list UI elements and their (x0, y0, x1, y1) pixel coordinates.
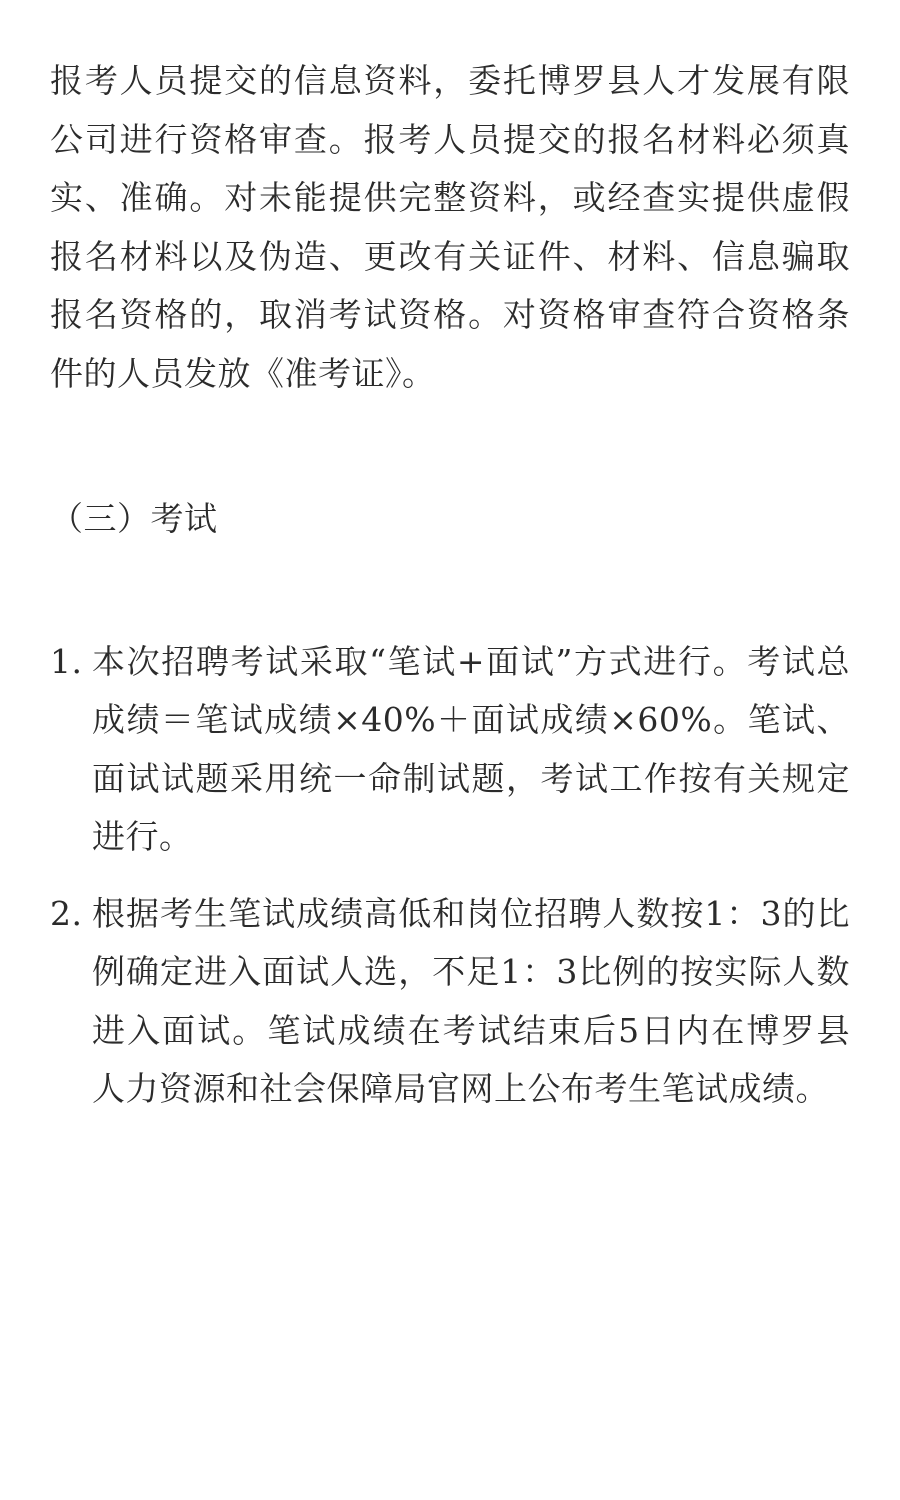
list-item (50, 885, 850, 1119)
qualification-review-paragraph: 报考人员提交的信息资料，委托博罗县人才发展有限公司进行资格审查。报考人员提交的报名材料必须真实、准确。对未能提供完整资料，或经查实提供虚假报名材料以及伪造、更改有关证件、材料、信息骗取报名资格的，取消考试资格。对资格审查符合资格条件的人员发放《准考证》。 (50, 61, 850, 393)
exam-rules-list (50, 633, 850, 1119)
list-item-number: 1. (50, 641, 83, 681)
list-item-text: 根据考生笔试成绩高低和岗位招聘人数按1：3的比例确定进入面试人选，不足1：3比例的按实际人数进入面试。笔试成绩在考试结束后5日内在博罗县人力资源和社会保障局官网上公布考生笔试成绩。 (92, 893, 850, 1108)
section-heading-exam: （三）考试 (50, 499, 218, 538)
list-item-number: 2. (50, 893, 83, 933)
list-item-text: 本次招聘考试采取“笔试+面试”方式进行。考试总成绩＝笔试成绩×40%＋面试成绩×60%。笔试、面试试题采用统一命制试题，考试工作按有关规定进行。 (92, 641, 850, 856)
list-item (50, 633, 850, 867)
